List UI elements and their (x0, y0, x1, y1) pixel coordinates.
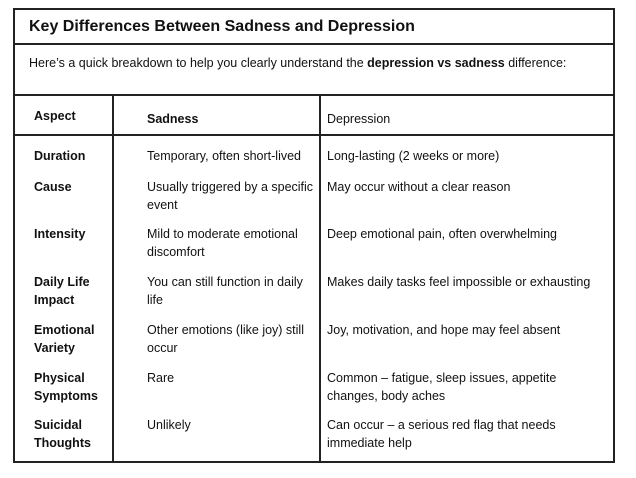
header-depression: Depression (327, 112, 391, 126)
depression-cell: Common – fatigue, sleep issues, appetite changes, body aches (327, 371, 557, 403)
aspect-cell: Intensity (34, 227, 86, 241)
aspect-cell: Daily Life Impact (34, 275, 90, 307)
document-title: Key Differences Between Sadness and Depression (29, 18, 415, 35)
sadness-cell: Temporary, often short-lived (147, 149, 301, 163)
intro-paragraph (29, 55, 599, 71)
aspect-cell: Physical Symptoms (34, 371, 98, 403)
sadness-cell: You can still function in daily life (147, 275, 303, 307)
aspect-cell: Cause (34, 180, 72, 194)
comparison-table (15, 96, 613, 461)
depression-cell: Deep emotional pain, often overwhelming (327, 227, 557, 241)
intro-box (15, 45, 613, 96)
sadness-cell: Usually triggered by a specific event (147, 180, 314, 212)
document-frame (13, 8, 615, 463)
depression-cell: Joy, motivation, and hope may feel absent (327, 323, 561, 337)
aspect-cell: Suicidal Thoughts (34, 418, 91, 450)
aspect-cell: Duration (34, 149, 86, 163)
title-box (15, 10, 613, 45)
header-sadness: Sadness (147, 112, 199, 126)
intro-text-bold: depression vs sadness (367, 56, 505, 70)
header-aspect: Aspect (34, 109, 76, 123)
intro-text-start: Here’s a quick breakdown to help you clearly understand the (29, 56, 368, 70)
sadness-cell: Other emotions (like joy) still occur (147, 323, 304, 355)
header-divider (15, 134, 613, 136)
depression-cell: Can occur – a serious red flag that needs immediate help (327, 418, 556, 450)
depression-cell: Long-lasting (2 weeks or more) (327, 149, 500, 163)
sadness-cell: Rare (147, 371, 175, 385)
intro-text-end: difference: (504, 56, 567, 70)
depression-cell: Makes daily tasks feel impossible or exhausting (327, 275, 591, 289)
aspect-cell: Emotional Variety (34, 323, 95, 355)
column-divider-2 (319, 96, 321, 461)
depression-cell: May occur without a clear reason (327, 180, 511, 194)
sadness-cell: Mild to moderate emotional discomfort (147, 227, 298, 259)
sadness-cell: Unlikely (147, 418, 191, 432)
